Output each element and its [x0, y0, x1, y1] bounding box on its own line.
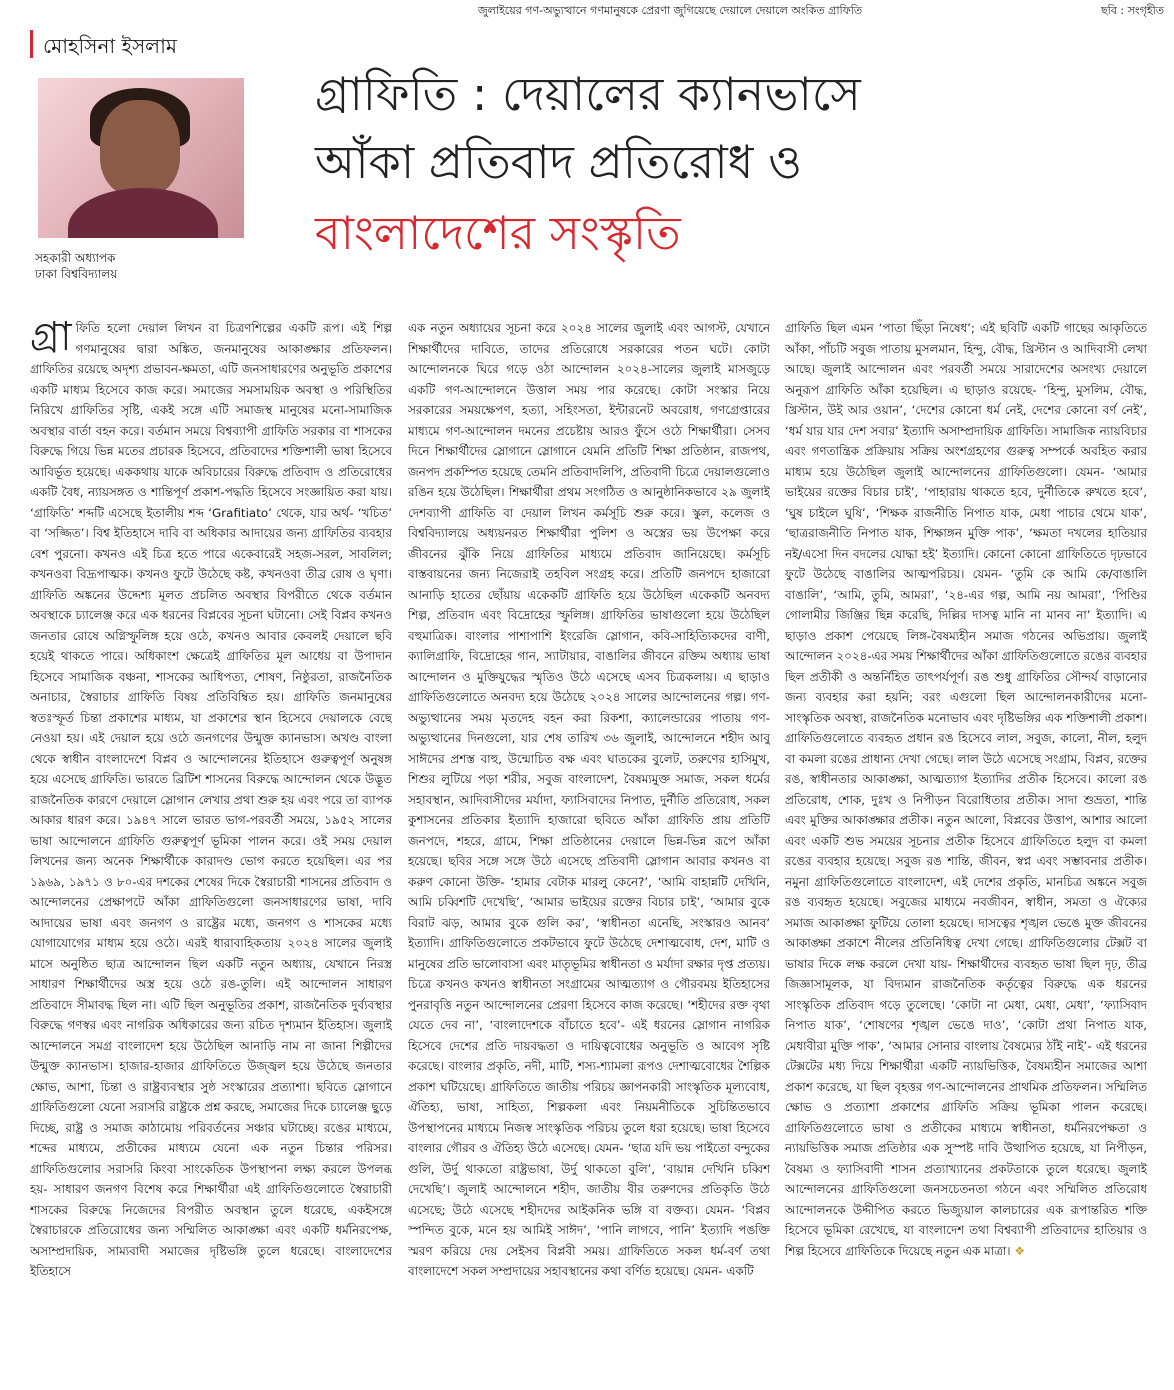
title-line-1: গ্রাফিতি : দেয়ালের ক্যানভাসে: [315, 67, 861, 121]
article-column-1: [30, 318, 392, 1378]
top-caption-bar: [0, 0, 1174, 20]
article-body: [30, 318, 1145, 1378]
column-1-text: ফিতি হলো দেয়াল লিখন বা চিত্রণশিল্পের একটি রূপ। এই শিল্প গণমানুষের দ্বারা অঙ্কিত, জনমানুষের আকাঙ্ক্ষার প্রতিফলন। গ্রাফিতির রয়েছে অদৃশ্য প্রভাবন-ক্ষমতা, এটি জনসাধারণের অনুভূতি প্রকাশের একটি মাধ্যম হিসেবে কাজ করে। সমাজের সমসাময়িক অবস্থা ও পরিস্থিতির নিরিখে গ্রাফিতির সৃষ্টি, একই সঙ্গে এটি সমাজস্থ মানুষের মনো-সামাজিক অবস্থার বার্তা বহন করে। বর্তমান সময়ে বিশ্বব্যাপী গ্রাফিতি সরকার বা শাসকের বিরুদ্ধে গিয়ে ভিন্ন মতের প্রচারক হিসেবে, প্রতিবাদের শক্তিশালী ভাষা হিসেবে আবির্ভূত হয়েছে। এককথায় যাকে অবিচারের বিরুদ্ধে প্রতিবাদ ও প্রতিরোধের একটি বৈধ, ন্যায়সঙ্গত ও শান্তিপূর্ণ প্রকাশ-পদ্ধতি হিসেবে সংজ্ঞায়িত করা যায়। ‘গ্রাফিতি’ শব্দটি এসেছে ইতালীয় শব্দ ‘Grafitiato’ থেকে, যার অর্থ- ‘খচিত’ বা ‘সজ্জিত’। বিশ্ব ইতিহাসে দাবি বা অধিকার আদায়ের জন্য গ্রাফিতির ব্যবহার বেশ পুরনো। কখনও এই চিত্র হতে পারে একেবারেই সহজ-সরল, সাবলিল; কখনওবা বিদ্রূপাত্মক। কখনও ফুটে উঠেছে কষ্ট, কখনওবা তীব্র রোষ ও ঘৃণা। গ্রাফিতি অঙ্কনের উদ্দেশ্য মূলত প্রচলিত অবস্থার বিপরীতে থেকে বর্তমান অবস্থাকে চ্যালেঞ্জ করে এক ধরনের বিপ্লবের সূচনা ঘটানো। সেই বিপ্লব কখনও জনতার রোষে অগ্নিস্ফুলিঙ্গ হয়ে ওঠে, কখনও আবার কেবলই দেয়ালে ছবি হয়েই থাকতে পারে। অধিকাংশ ক্ষেত্রেই গ্রাফিতির মূল আধেয় বা উপাদান হিসেবে সামাজিক বঞ্চনা, শাসকের আধিপত্য, শোষণ, নিষ্ঠুরতা, রাজনৈতিক অনাচার, স্বৈরাচার গ্রাফিতি বিষয় প্রতিবিম্বিত হয়। গ্রাফিতি জনমানুষের স্বতঃস্ফূর্ত চিন্তা প্রকাশের মাধ্যম, যা প্রকাশের স্থান হিসেবে দেয়ালকে বেছে নেওয়া হয়। এই দেয়াল হয়ে ওঠে জনগণের উন্মুক্ত ক্যানভাস। অখণ্ড বাংলা থেকে স্বাধীন বাংলাদেশে বিপ্লব ও আন্দোলনের ইতিহাসে গুরুত্বপূর্ণ অনুষঙ্গ হয়ে এসেছে গ্রাফিতি। ভারতে ব্রিটিশ শাসনের বিরুদ্ধে আন্দোলন থেকে উদ্ভূত রাজনৈতিক কারণে দেয়ালে স্লোগান লেখার প্রথা শুরু হয় এবং পরে তা ব্যাপক আকার ধারণ করে। ১৯৪৭ সালে ভারত ভাগ-পরবর্তী সময়ে, ১৯৫২ সালের ভাষা আন্দোলনে গ্রাফিতি গুরুত্বপূর্ণ ভূমিকা পালন করে। ওই সময় দেয়াল লিখনের জন্য অনেক শিক্ষার্থীকে কারাদণ্ড ভোগ করতে হয়েছিল। এর পর ১৯৬৯, ১৯৭১ ও ৮০-এর দশকের শেষের দিকে স্বৈরাচারী শাসনের প্রতিবাদ ও আন্দোলনের প্রেক্ষাপটে আঁকা গ্রাফিতিগুলো জনসাধারণের ভাষা, দাবি আদায়ের ভাষা এবং জনগণ ও রাষ্ট্রের মধ্যে, জনগণ ও শাসকের মধ্যে যোগাযোগের মাধ্যম হয়ে ওঠে। এরই ধারাবাহিকতায় ২০২৪ সালের জুলাই মাসে অনুষ্ঠিত ছাত্র আন্দোলন ছিল একটি নতুন অধ্যায়, যেখানে নিরস্ত্র সাধারণ শিক্ষার্থীদের অস্ত্র হয়ে ওঠে রঙ-তুলি। এই আন্দোলন সাধারণ প্রতিবাদে সীমাবদ্ধ ছিল না। এটি ছিল অনুভূতির প্রকাশ, রাজনৈতিক দুর্ব্যবস্থার বিরুদ্ধে গণস্বর এবং নাগরিক অধিকারের জন্য রচিত দৃশ্যমান ইতিহাস। জুলাই আন্দোলনে সমগ্র বাংলাদেশ হয়ে উঠেছিল আনাড়ি নাম না জানা শিল্পীদের উন্মুক্ত ক্যানভাস। হাজার-হাজার গ্রাফিতিতে উজ্জ্বল হয়ে উঠেছে জনতার ক্ষোভ, আশা, চিন্তা ও রাষ্ট্রব্যবস্থার সুষ্ঠ সংস্কারের প্রত্যাশা। ছবিতে স্লোগানে গ্রাফিতিগুলো যেনো সরাসরি রাষ্ট্রকে প্রশ্ন করছে, সমাজের দিকে চ্যালেঞ্জ ছুড়ে দিচ্ছে, রাষ্ট্র ও সমাজ কাঠামোয় পরিবর্তনের সঞ্চার ঘটাচ্ছে। রঙের মাধ্যমে, শব্দের মাধ্যমে, প্রতীকের মাধ্যমে যেনো এক নতুন চিন্তার পরিসর। গ্রাফিতিগুলোর সরাসরি কিংবা সাংকেতিক উপস্থাপনা লক্ষ্য করলে উপলব্ধ হয়- সাধারণ জনগণ বিশেষ করে শিক্ষার্থীরা এই গ্রাফিতিগুলোতে স্বৈরাচারী শাসকের বিরুদ্ধে নিজেদের বিপরীত অবস্থান তুলে ধরেছে, একইসঙ্গে স্বৈরাচারকে প্রতিরোধের জন্য সম্মিলিত আকাঙ্ক্ষা এবং একটি ধর্মনিরপেক্ষ, অসাম্প্রদায়িক, সাম্যবাদী সমাজের দৃষ্টিভঙ্গি তুলে ধরেছে। বাংলাদেশের ইতিহাসে: [30, 321, 392, 1278]
photo-caption: জুলাইয়ের গণ-অভ্যুত্থানে গণমানুষকে প্রেরণা জুগিয়েছে দেয়ালে দেয়ালে অংকিত গ্রাফিতি: [477, 4, 863, 17]
author-photo: [38, 78, 244, 238]
author-institution: ঢাকা বিশ্ববিদ্যালয়: [35, 267, 118, 281]
author-name-box: [30, 30, 283, 58]
photo-credit: ছবি : সংগৃহীত: [1100, 4, 1164, 17]
column-3-text: গ্রাফিতি ছিল এমন ‘পাতা ছিঁড়া নিষেধ’; এই ছবিটি একটি গাছের আকৃতিতে আঁকা, পাঁচটি সবুজ পাতায় মুসলমান, হিন্দু, বৌদ্ধ, খ্রিস্টান ও আদিবাসী লেখা আছে। জুলাই আন্দোলন এবং পরবর্তী সময়ে সারাদেশের অসংখ্য দেয়ালে অনুরূপ গ্রাফিতি আঁকা হয়েছিল। এ ছাড়াও রয়েছে- ‘হিন্দু, মুসলিম, বৌদ্ধ, খ্রিস্টান, উই আর ওয়ান’, ‘দেশের কোনো ধর্ম নেই, দেশের কোনো বর্ণ নেই’, ‘ধর্ম যার যার দেশ সবার’ ইত্যাদি অসাম্প্রদায়িক গ্রাফিতি। সামাজিক ন্যায়বিচার এবং গণতান্ত্রিক প্রক্রিয়ায় সক্রিয় অংশগ্রহণের গুরুত্ব সম্পর্কে অবহিত করার মাধ্যম হয়ে উঠেছিল জুলাই আন্দোলনের গ্রাফিতিগুলো। যেমন- ‘আমার ভাইয়ের রক্তের বিচার চাই’, ‘পাহারায় থাকতে হবে, দুর্নীতিকে রুখতে হবে’, ‘ঘুষ চাইলে ঘুষি’, ‘শিক্ষক রাজনীতি নিপাত যাক, মেধা পাচার থেমে যাক’, ‘ছাত্ররাজনীতি নিপাত যাক, শিক্ষাঙ্গন মুক্তি পাক’, ‘ক্ষমতা দখলের হাতিয়ার নই/এসো দিন বদলের যোদ্ধা হই’ ইত্যাদি। কোনো কোনো গ্রাফিতিতে দৃঢ়ভাবে ফুটে উঠেছে বাঙালির আত্মপরিচয়। যেমন- ‘তুমি কে আমি কে/বাঙালি বাঙালি’, ‘আমি, তুমি, আমরা’, ‘২৪-এর গল্প, আমি নয় আমরা’, ‘পিণ্ডির গোলামীর জিঞ্জির ছিন্ন করেছি, দিল্লির দাসত্ব মানি না মানব না’ ইত্যাদি। এ ছাড়াও প্রকাশ পেয়েছে লিঙ্গ-বৈষম্যহীন সমাজ গঠনের অভিপ্রায়। জুলাই আন্দোলন ২০২৪-এর সময় শিক্ষার্থীদের আঁকা গ্রাফিতিগুলোতে রঙের ব্যবহার ছিল প্রতীকী ও অন্তর্নিহিত তাৎপর্যপূর্ণ। রঙ শুধু গ্রাফিতির সৌন্দর্য বাড়ানোর জন্য ব্যবহার করা হয়নি; বরং এগুলো ছিল আন্দোলনকারীদের মনো-সাংস্কৃতিক অবস্থা, রাজনৈতিক মনোভাব এবং দৃষ্টিভঙ্গির এক শক্তিশালী প্রকাশ। গ্রাফিতিগুলোতে ব্যবহৃত প্রধান রঙ হিসেবে লাল, সবুজ, কালো, নীল, হলুদ বা কমলা রঙের প্রাধান্য দেখা গেছে। লাল উঠে এসেছে সংগ্রাম, বিপ্লব, রক্তের রঙ, স্বাধীনতার আকাঙ্ক্ষা, আত্মত্যাগ ইত্যাদির প্রতীক হিসেবে। কালো রঙ প্রতিরোধ, শোক, দুঃখ ও নিপীড়ন বিরোধিতার প্রতীক। সাদা শুভ্রতা, শান্তি এবং মুক্তির আকাঙ্ক্ষার প্রতীক। নতুন আলো, বিপ্লবের উত্তাপ, আশার আলো এবং একটি শুভ সময়ের সূচনার প্রতীক হিসেবে গ্রাফিতিতে হলুদ বা কমলা রঙের ব্যবহার হয়েছে। সবুজ রঙ শান্তি, জীবন, স্বপ্ন এবং সম্ভাবনার প্রতীক। নমুনা গ্রাফিতিগুলোতে বাংলাদেশ, এই দেশের প্রকৃতি, মানচিত্র অঙ্কনে সবুজ রঙ ব্যবহৃত হয়েছে। সবুজের মাধ্যমে নবজীবন, স্বাধীন, সমতা ও ঐক্যের সমাজ আকাঙ্ক্ষা ফুটিয়ে তোলা হয়েছে। দাসত্বের শৃঙ্খল ভেঙে মুক্ত জীবনের আকাঙ্ক্ষা প্রকাশে নীলের প্রতিনিধিত্ব দেখা গেছে। গ্রাফিতিগুলোর টেক্সট বা ভাষার দিকে লক্ষ করলে দেখা যায়- শিক্ষার্থীদের ব্যবহৃত ভাষা ছিল দৃঢ়, তীব্র জিজ্ঞাসামূলক, যা বিদ্যমান রাজনৈতিক কর্তৃত্বের বিরুদ্ধে এক ধরনের সাংস্কৃতিক প্রতিবাদ গড়ে তুলেছে। ‘কোটা না মেধা, মেধা, মেধা’, ‘ফ্যাসিবাদ নিপাত যাক’, ‘শোষণের শৃঙ্খল ভেঙে দাও’, ‘কোটা প্রথা নিপাত যাক, মেধাবীরা মুক্তি পাক’, ‘আমার সোনার বাংলায় বৈষম্যের ঠাঁই নাই’- এই ধরনের টেক্সটের মধ্য দিয়ে শিক্ষার্থীরা একটি ন্যায়ভিত্তিক, বৈষম্যহীন সমাজের আশা প্রকাশ করেছে, যা ছিল বৃহত্তর গণ-আন্দোলনের প্রাথমিক প্রতিফলন। সম্মিলিত ক্ষোভ ও প্রত্যাশা প্রকাশের গ্রাফিতি সক্রিয় ভূমিকা পালন করেছে। গ্রাফিতিগুলোতে ভাষা ও প্রতীকের মাধ্যমে স্বাধীনতা, ধর্মনিরপেক্ষতা ও ন্যায়ভিত্তিক সমাজ প্রতিষ্ঠার এক সুস্পষ্ট দাবি উত্থাপিত হয়েছে, যা নিপীড়ন, বৈষম্য ও ফ্যাসিবাদী শাসন প্রত্যাখ্যানের প্রকটতাকে তুলে ধরেছে। জুলাই আন্দোলনের গ্রাফিতিগুলো জনসচেতনতা গঠনে এবং সম্মিলিত প্রতিরোধ আন্দোলনকে উদ্দীপিত করতে ভিজ্যুয়াল কালচারের এক রূপান্তরিত শক্তি হিসেবে ভূমিকা রেখেছে, যা বাংলাদেশ তথা বিশ্বব্যাপী প্রতিবাদের হাতিয়ার ও শিল্প হিসেবে গ্রাফিতিকে দিয়েছে নতুন এক মাত্রা।: [785, 321, 1147, 1258]
end-mark-icon: ❖: [1014, 1243, 1025, 1258]
article-column-2: [408, 318, 770, 1378]
title-line-3: বাংলাদেশের সংস্কৃতি: [315, 206, 681, 260]
column-2-text: এক নতুন অধ্যায়ের সূচনা করে ২০২৪ সালের জুলাই এবং আগস্ট, যেখানে শিক্ষার্থীদের দাবিতে, তাদের প্রতিরোধে সরকারের পতন ঘটে। কোটা আন্দোলনকে ঘিরে গড়ে ওঠা আন্দোলন ২০২৪-সালের জুলাই মাসজুড়ে একটি গণ-আন্দোলনে উত্তাল সময় পার করেছে। কোটা সংস্কার নিয়ে সরকারের সময়ক্ষেপণ, হত্যা, সহিংসতা, ইন্টারনেট অবরোধ, গণগ্রেপ্তারের মাধ্যমে গণ-আন্দোলন দমনের প্রচেষ্টায় আরও ফুঁসে ওঠে শিক্ষার্থীরা। সেসব দিনে শিক্ষার্থীদের স্লোগানে স্লোগানে যেমনি প্রতিটি শিক্ষা প্রতিষ্ঠান, রাজপথ, জনপদ প্রকম্পিত হয়েছে তেমনি প্রতিবাদলিপি, প্রতিবাদী চিত্রে দেয়ালগুলোও রঙিন হয়ে উঠেছিল। শিক্ষার্থীরা প্রথম সংগঠিত ও আনুষ্ঠানিকভাবে ২৯ জুলাই দেশব্যাপী গ্রাফিতি বা দেয়াল লিখন কর্মসূচি শুরু করে। স্কুল, কলেজ ও বিশ্ববিদ্যালয়ে অধ্যয়নরত শিক্ষার্থীরা পুলিশ ও অস্ত্রের ভয় উপেক্ষা করে জীবনের ঝুঁকি নিয়ে গ্রাফিতির মাধ্যমে প্রতিবাদ জানিয়েছে। কর্মসূচি বাস্তবায়নের জন্য নিজেরাই তহবিল সংগ্রহ করে। প্রতিটি জনপদে হাজারো আনাড়ি হাতের ছোঁয়ায় একেকটি গ্রাফিতি হয়ে উঠেছিল একেকটি অনবদ্য শিল্প, প্রতিবাদ এবং বিদ্রোহের স্ফুলিঙ্গ। গ্রাফিতির ভাষাগুলো হয়ে উঠেছিল বহুমাত্রিক। বাংলার পাশাপাশি ইংরেজি স্লোগান, কবি-সাহিত্যিকদের বাণী, ক্যালিগ্রাফি, বিদ্রোহের গান, স্যাটায়ার, বাঙালির জীবনে রক্তিম অধ্যায় ভাষা আন্দোলন ও মুক্তিযুদ্ধের স্মৃতিও উঠে এসেছে এসব চিত্রকলায়। এ ছাড়াও গ্রাফিতিগুলোতে অনবদ্য হয়ে উঠেছে ২০২৪ সালের আন্দোলনের গল্প। গণ-অভ্যুত্থানের সময় মৃতদেহ বহন করা রিকশা, ক্যালেন্ডারের পাতায় গণ-অভ্যুত্থানের দিনগুলো, যার শেষ তারিখ ৩৬ জুলাই, আন্দোলনে শহীদ আবু সাঈদের প্রশস্ত বাহু, উন্মোচিত বক্ষ এবং ঘাতকের বুলেট, তরুণের হাসিমুখ, শিশুর লুটিয়ে পড়া শরীর, সবুজ বাংলাদেশ, বৈষম্যমুক্ত সমাজ, সকল ধর্মের সহাবস্থান, আদিবাসীদের মর্যাদা, ফ্যাসিবাদের নিপাত, দুর্নীতি প্রতিরোধ, সকল কুশাসনের প্রতিকার ইত্যাদি হাজারো ছবিতে আঁকা গ্রাফিতি প্রায় প্রতিটি জনপদে, শহরে, গ্রামে, শিক্ষা প্রতিষ্ঠানের দেয়ালে ভিন্ন-ভিন্ন রূপে আঁকা হয়েছে। ছবির সঙ্গে সঙ্গে উঠে এসেছে প্রতিবাদী স্লোগান আবার কখনও বা করুণ কোনো উক্তি- ‘হামার বেটাক মারলু কেনে?’, ‘আমি বাহান্নটি দেখিনি, আমি চব্বিশটি দেখেছি’, ‘আমার ভাইয়ের রক্তের বিচার চাই’, ‘আমার বুকে বিরাট ঝড়, আমার বুকে গুলি কর’, ‘স্বাধীনতা এনেছি, সংস্কারও আনব’ ইত্যাদি। গ্রাফিতিগুলোতে প্রকটভাবে ফুটে উঠেছে দেশাত্মবোধ, দেশ, মাটি ও মানুষের প্রতি ভালোবাসা এবং মাতৃভূমির স্বাধীনতা ও মর্যাদা রক্ষার দৃপ্ত প্রত্যয়। চিত্রে কখনও কখনও স্বাধীনতা সংগ্রামের আত্মত্যাগ ও গৌরবময় ইতিহাসের পুনরাবৃত্তি নতুন আন্দোলনের প্রেরণা হিসেবে কাজ করেছে। ‘শহীদের রক্ত বৃথা যেতে দেব না’, ‘বাংলাদেশকে বাঁচাতে হবে’- এই ধরনের স্লোগান নাগরিক হিসেবে দেশের প্রতি দায়বদ্ধতা ও দায়িত্ববোধের অনুভূতি ও আবেগ সৃষ্টি করেছে। বাংলার প্রকৃতি, নদী, মাটি, শস্য-শ্যামলা রূপও দেশাত্মবোধের শৈল্পিক প্রকাশ ঘটিয়েছে। গ্রাফিতিতে জাতীয় পরিচয় জ্ঞাপনকারী সাংস্কৃতিক মূল্যবোধ, ঐতিহ্য, ভাষা, সাহিত্য, শিল্পকলা এবং নিয়মনীতিকে সুচিন্তিতভাবে উপস্থাপনের মাধ্যমে নিজস্ব সাংস্কৃতিক পরিচয় তুলে ধরা হয়েছে। ভাষা হিসেবে বাংলার গৌরব ও ঐতিহ্য উঠে এসেছে। যেমন- ‘ছাত্র যদি ভয় পাইতো বন্দুকের গুলি, উর্দু থাকতো রাষ্ট্রভাষা, উর্দু থাকতো বুলি’, ‘বায়ান্ন দেখিনি চব্বিশ দেখেছি’। জুলাই আন্দোলনে শহীদ, জাতীয় বীর তরুণদের প্রতিকৃতি উঠে এসেছে; উঠে এসেছে শহীদদের আইকনিক ভঙ্গি বা বক্তব্য। যেমন- ‘বিপ্লব স্পন্দিত বুকে, মনে হয় আমিই সাঈদ’, ‘পানি লাগবে, পানি’ ইত্যাদি পঙক্তি স্মরণ করিয়ে দেয় সেইসব বিপ্লবী সময়। গ্রাফিতিতে সকল ধর্ম-বর্ণ তথা বাংলাদেশে সকল সম্প্রদায়ের সহাবস্থানের কথা বর্ণিত হয়েছে। যেমন- একটি: [408, 321, 770, 1278]
drop-cap: গ্রা: [30, 318, 72, 360]
author-name: মোহসিনা ইসলাম: [43, 34, 177, 58]
article-column-3: [785, 318, 1147, 1378]
author-designation: [35, 250, 117, 282]
title-line-2: আঁকা প্রতিবাদ প্রতিরোধ ও: [315, 135, 802, 189]
author-position: সহকারী অধ্যাপক: [35, 251, 116, 265]
article-title: [315, 60, 1135, 270]
